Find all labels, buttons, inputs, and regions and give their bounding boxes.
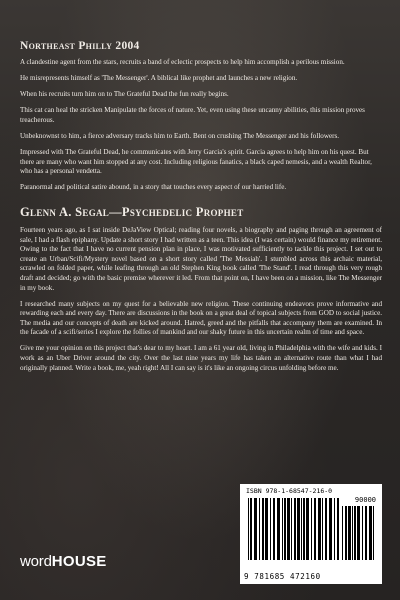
- barcode-bars-addon: [342, 506, 376, 560]
- barcode-bar: [259, 498, 260, 560]
- barcode-bar: [362, 506, 363, 560]
- barcode-number: 9 781685 472160: [244, 572, 321, 581]
- barcode-bar: [270, 498, 271, 560]
- synopsis-paragraph: This cat can heal the stricken Manipulate the forces of nature. Yet, even using these uncanny abilities, this mission proves treacherous.: [20, 106, 365, 124]
- barcode-bar: [297, 498, 300, 560]
- blurb-content: [20, 40, 382, 380]
- barcode-bar: [325, 498, 327, 560]
- barcode-bar: [318, 498, 321, 560]
- publisher-logo: [20, 553, 107, 570]
- barcode-bar: [301, 498, 302, 560]
- barcode-bar: [342, 506, 343, 560]
- barcode-bar: [306, 498, 309, 560]
- section-heading-setting: Northeast Philly 2004: [20, 40, 140, 52]
- barcode-bar: [273, 498, 275, 560]
- author-paragraph: Give me your opinion on this project that's dear to my heart. I am a 61 year old, living in Philadelphia with the wife and kids. I work as an Uber Driver around the city. Over the last nine years my life has taken an alternative route than what I had originally planned. Write a book, me, yeah right! All I can say is it's like an ongoing circus unfolding before me.: [20, 344, 382, 372]
- synopsis-paragraph: A clandestine agent from the stars, recruits a band of eclectic prospects to help him accomplish a perilous mission.: [20, 58, 345, 66]
- barcode-bar: [314, 498, 316, 560]
- barcode-bar: [265, 498, 268, 560]
- barcode-bar: [294, 498, 296, 560]
- barcode-bar: [334, 498, 335, 560]
- synopsis-paragraph: He misrepresents himself as 'The Messenger'. A biblical like prophet and launches a new religion.: [20, 74, 298, 83]
- barcode-bar: [357, 506, 360, 560]
- barcode-bar: [303, 498, 305, 560]
- publisher-logo-word: word: [20, 553, 52, 570]
- barcode-bar: [369, 506, 372, 560]
- barcode-bar: [311, 498, 312, 560]
- barcode-bar: [322, 498, 323, 560]
- barcode-bars-main: [248, 498, 340, 560]
- barcode-bar: [284, 498, 286, 560]
- synopsis-paragraph: Unbeknownst to him, a fierce adversary tracks him to Earth. Bent on crushing The Messenger and his followers.: [20, 131, 340, 140]
- barcode-bar: [291, 498, 292, 560]
- barcode-bar: [373, 506, 374, 560]
- barcode-bar: [337, 498, 339, 560]
- author-paragraph: I researched many subjects on my quest for a believable new religion. These continuing endeavors prove informative and rewarding each and every day. There are discussions in the book on a great deal of topical subjects from GOD to social justice. The media and our concepts of death are kicked around. Hatred, greed and the pitfalls that accompany them are examined. In the facade of a scifi/series I explore the follies of mankind and our shaky future in this uncertain realm of time and space.: [20, 299, 382, 337]
- synopsis-paragraph: Paranormal and political satire abound, in a story that touches every aspect of our harried life.: [20, 183, 287, 192]
- isbn-label: ISBN 978-1-68547-216-0: [246, 487, 333, 495]
- barcode-bar: [287, 498, 290, 560]
- barcode-bar: [250, 498, 252, 560]
- price-code: 90000: [354, 496, 376, 504]
- synopsis-paragraph: Impressed with The Grateful Dead, he communicates with Jerry Garcia's spirit. Garcia agrees to help him on his quest. But there are many who want him stopped at any cost. Including religious fanatics, a black caped nemesis, and a wealth Realtor, who has a personal vendetta.: [20, 148, 372, 176]
- synopsis-paragraph: When his recruits turn him on to The Grateful Dead the fun really begins.: [20, 90, 229, 99]
- author-heading: Glenn A. Segal—Psychedelic Prophet: [20, 204, 244, 219]
- barcode-bar: [365, 506, 367, 560]
- barcode-bar: [345, 506, 347, 560]
- author-paragraph: Fourteen years ago, as I sat inside DeJaView Optical; reading four novels, a biography and paging through an agreement of sale, I had a flash epiphany. Update a short story I had written as a teen. This idea (I was certain) would finance my retirement. Owing to the fact that I have no current pension plan in place, I was motivated sufficiently to tackle this project. I set out to create an Urban/Scifi/Mystery novel based on a short story called 'The Messiah'. I stumbled across this archaic material, scrawled on folded paper, while leafing through an old Stephen King book called 'The Stand'. I read through this very rough draft and decided; go with the basic premise wherever it led. From that point on, I have been on a mission, like The Messenger in my book.: [20, 225, 382, 292]
- barcode-bar: [282, 498, 283, 560]
- barcode-bar: [248, 498, 249, 560]
- barcode-bar: [277, 498, 280, 560]
- author-section: [20, 205, 382, 373]
- barcode-bar: [354, 506, 356, 560]
- barcode-bar: [254, 498, 257, 560]
- barcode-bar: [329, 498, 332, 560]
- publisher-logo-house: HOUSE: [51, 553, 107, 570]
- isbn-barcode: [240, 484, 382, 584]
- barcode-bar: [348, 506, 351, 560]
- barcode-bar: [352, 506, 353, 560]
- barcode-bar: [262, 498, 264, 560]
